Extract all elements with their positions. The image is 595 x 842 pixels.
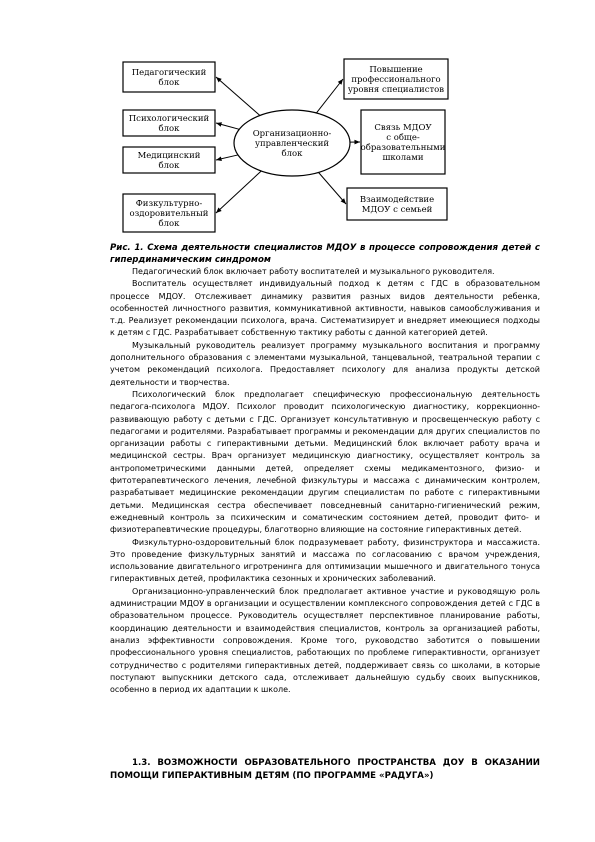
medical-block-line: блок xyxy=(158,161,180,171)
activity-diagram xyxy=(0,0,595,240)
organizational-block-line: Организационно- xyxy=(252,129,332,139)
family-interaction-block-line: МДОУ с семьей xyxy=(361,205,433,215)
connector-medical-block-arrowhead xyxy=(216,156,222,161)
family-interaction-block-line: Взаимодействие xyxy=(359,195,435,205)
organizational-block-line: блок xyxy=(281,149,303,159)
paragraph-physical-health: Физкультурно-оздоровительный блок подразумевает работу, физинструктора и массажиста. Это проведение физкультурных занятий и массажа по согласованию с врачом учреждения, использование двигательного игротренинга для оптимизации мышечного и двигательного тонуса гиперактивных детей, профилактика сезонных и хронических заболеваний. xyxy=(110,537,540,584)
school-link-block-line: Связь МДОУ xyxy=(374,123,432,133)
diagram-shapes xyxy=(123,59,448,232)
paragraph-music-director: Музыкальный руководитель реализует программу музыкального воспитания и программу дополнительного образования с элементами музыкальной, танцевальной, театральной терапии с учетом рекомендаций психолога. Предоставляет психологу для анализа продукты детской деятельности и творчества. xyxy=(110,340,540,387)
connector-physical-health-block xyxy=(216,171,261,213)
organizational-block-line: управленческий xyxy=(254,139,330,149)
psychological-block-line: Психологический xyxy=(128,114,210,124)
physical-health-block-line: Физкультурно- xyxy=(135,199,203,209)
pedagogical-block-line: Педагогический xyxy=(131,68,207,78)
pedagogical-block-line: блок xyxy=(158,78,180,88)
paragraph-organizational: Организационно-управленческий блок предполагает активное участие и руководящую роль администрации МДОУ в организации и осуществлении комплексного сопровождения детей с ГДС в образовательном процессе. Руководитель осуществляет перспективное планирование работы, координацию деятельности и взаимодействия специалистов, контроль за организацией работы, анализ эффективности сопровождения. Кроме того, руководство заботится о повышении профессионального уровня специалистов, работающих по проблеме гиперактивности, организует сотрудничество с родителями гиперактивных детей, поддерживает связь со школами, в которые поступают выпускники детского сада, отслеживает дальнейшую судьбу своих выпускников, особенно в период их адаптации к школе. xyxy=(110,586,540,695)
paragraph-psychological-medical: Психологический блок предполагает специфическую профессиональную деятельность педагога-психолога МДОУ. Психолог проводит психологическую диагностику, коррекционно-развивающую работу с детьми с ГДС. Организует консультативную и просвещенческую работу с педагогами и родителями. Разрабатывает программы и рекомендации для других специалистов по организации работы с гиперактивными детьми. Медицинский блок включает работу врача и медицинской сестры. Врач организует медицинскую диагностику, осуществляет контроль за антропометрическими данными детей, определяет схемы медикаментозного, физио- и фитотерапевтического лечения, лечебной физкультуры и массажа с динамическим контролем, разрабатывает медицинские рекомендации другим специалистам по работе с гиперактивными детьми. Медицинская сестра обеспечивает повседневный санитарно-гигиенический режим, ежедневный контроль за психическим и соматическим состоянием детей, проводит фито- и физиотерапевтические процедуры, благотворно влияющие на состояние гиперактивных детей. xyxy=(110,389,540,535)
professional-level-block-line: уровня специалистов xyxy=(347,85,445,95)
medical-block-line: Медицинский xyxy=(137,151,201,161)
figure-caption-text: Схема деятельности специалистов МДОУ в процессе сопровождения детей с гипердинамическим синдромом xyxy=(110,243,540,265)
physical-health-block-line: оздоровительный xyxy=(129,209,209,219)
paragraph-educator: Воспитатель осуществляет индивидуальный подход к детям с ГДС в образовательном процессе МДОУ. Отслеживает динамику развития разных видов деятельности ребенка, особенностей личностного развития, коммуникативной активности, навыков самообслуживания и т.д. Реализует рекомендации психолога, врача. Систематизирует и внедряет имеющиеся подходы к детям с ГДС. Разрабатывает собственную тактику работы с данной категорией детей. xyxy=(110,279,540,338)
professional-level-block-line: профессионального xyxy=(351,75,441,85)
connector-pedagogical-block xyxy=(216,77,260,116)
connector-family-interaction-block xyxy=(318,172,346,204)
figure-caption-label: Рис. 1. xyxy=(110,243,144,253)
connector-professional-level-block xyxy=(316,79,343,113)
paragraph-pedagogical: Педагогический блок включает работу воспитателей и музыкального руководителя. xyxy=(132,267,495,276)
section-heading: 1.3. ВОЗМОЖНОСТИ ОБРАЗОВАТЕЛЬНОГО ПРОСТРАНСТВА ДОУ В ОКАЗАНИИ ПОМОЩИ ГИПЕРАКТИВНЫМ ДЕТЯМ (ПО ПРОГРАММЕ «РАДУГА») xyxy=(110,758,540,781)
body-text xyxy=(110,266,540,696)
school-link-block-line: образовательными xyxy=(360,143,446,153)
physical-health-block-line: блок xyxy=(158,219,180,229)
school-link-block-line: с обще- xyxy=(386,133,420,143)
psychological-block-line: блок xyxy=(158,124,180,134)
figure-caption xyxy=(110,242,540,266)
connector-school-link-block-arrowhead xyxy=(354,140,360,145)
school-link-block-line: школами xyxy=(382,153,424,163)
professional-level-block-line: Повышение xyxy=(369,65,423,75)
